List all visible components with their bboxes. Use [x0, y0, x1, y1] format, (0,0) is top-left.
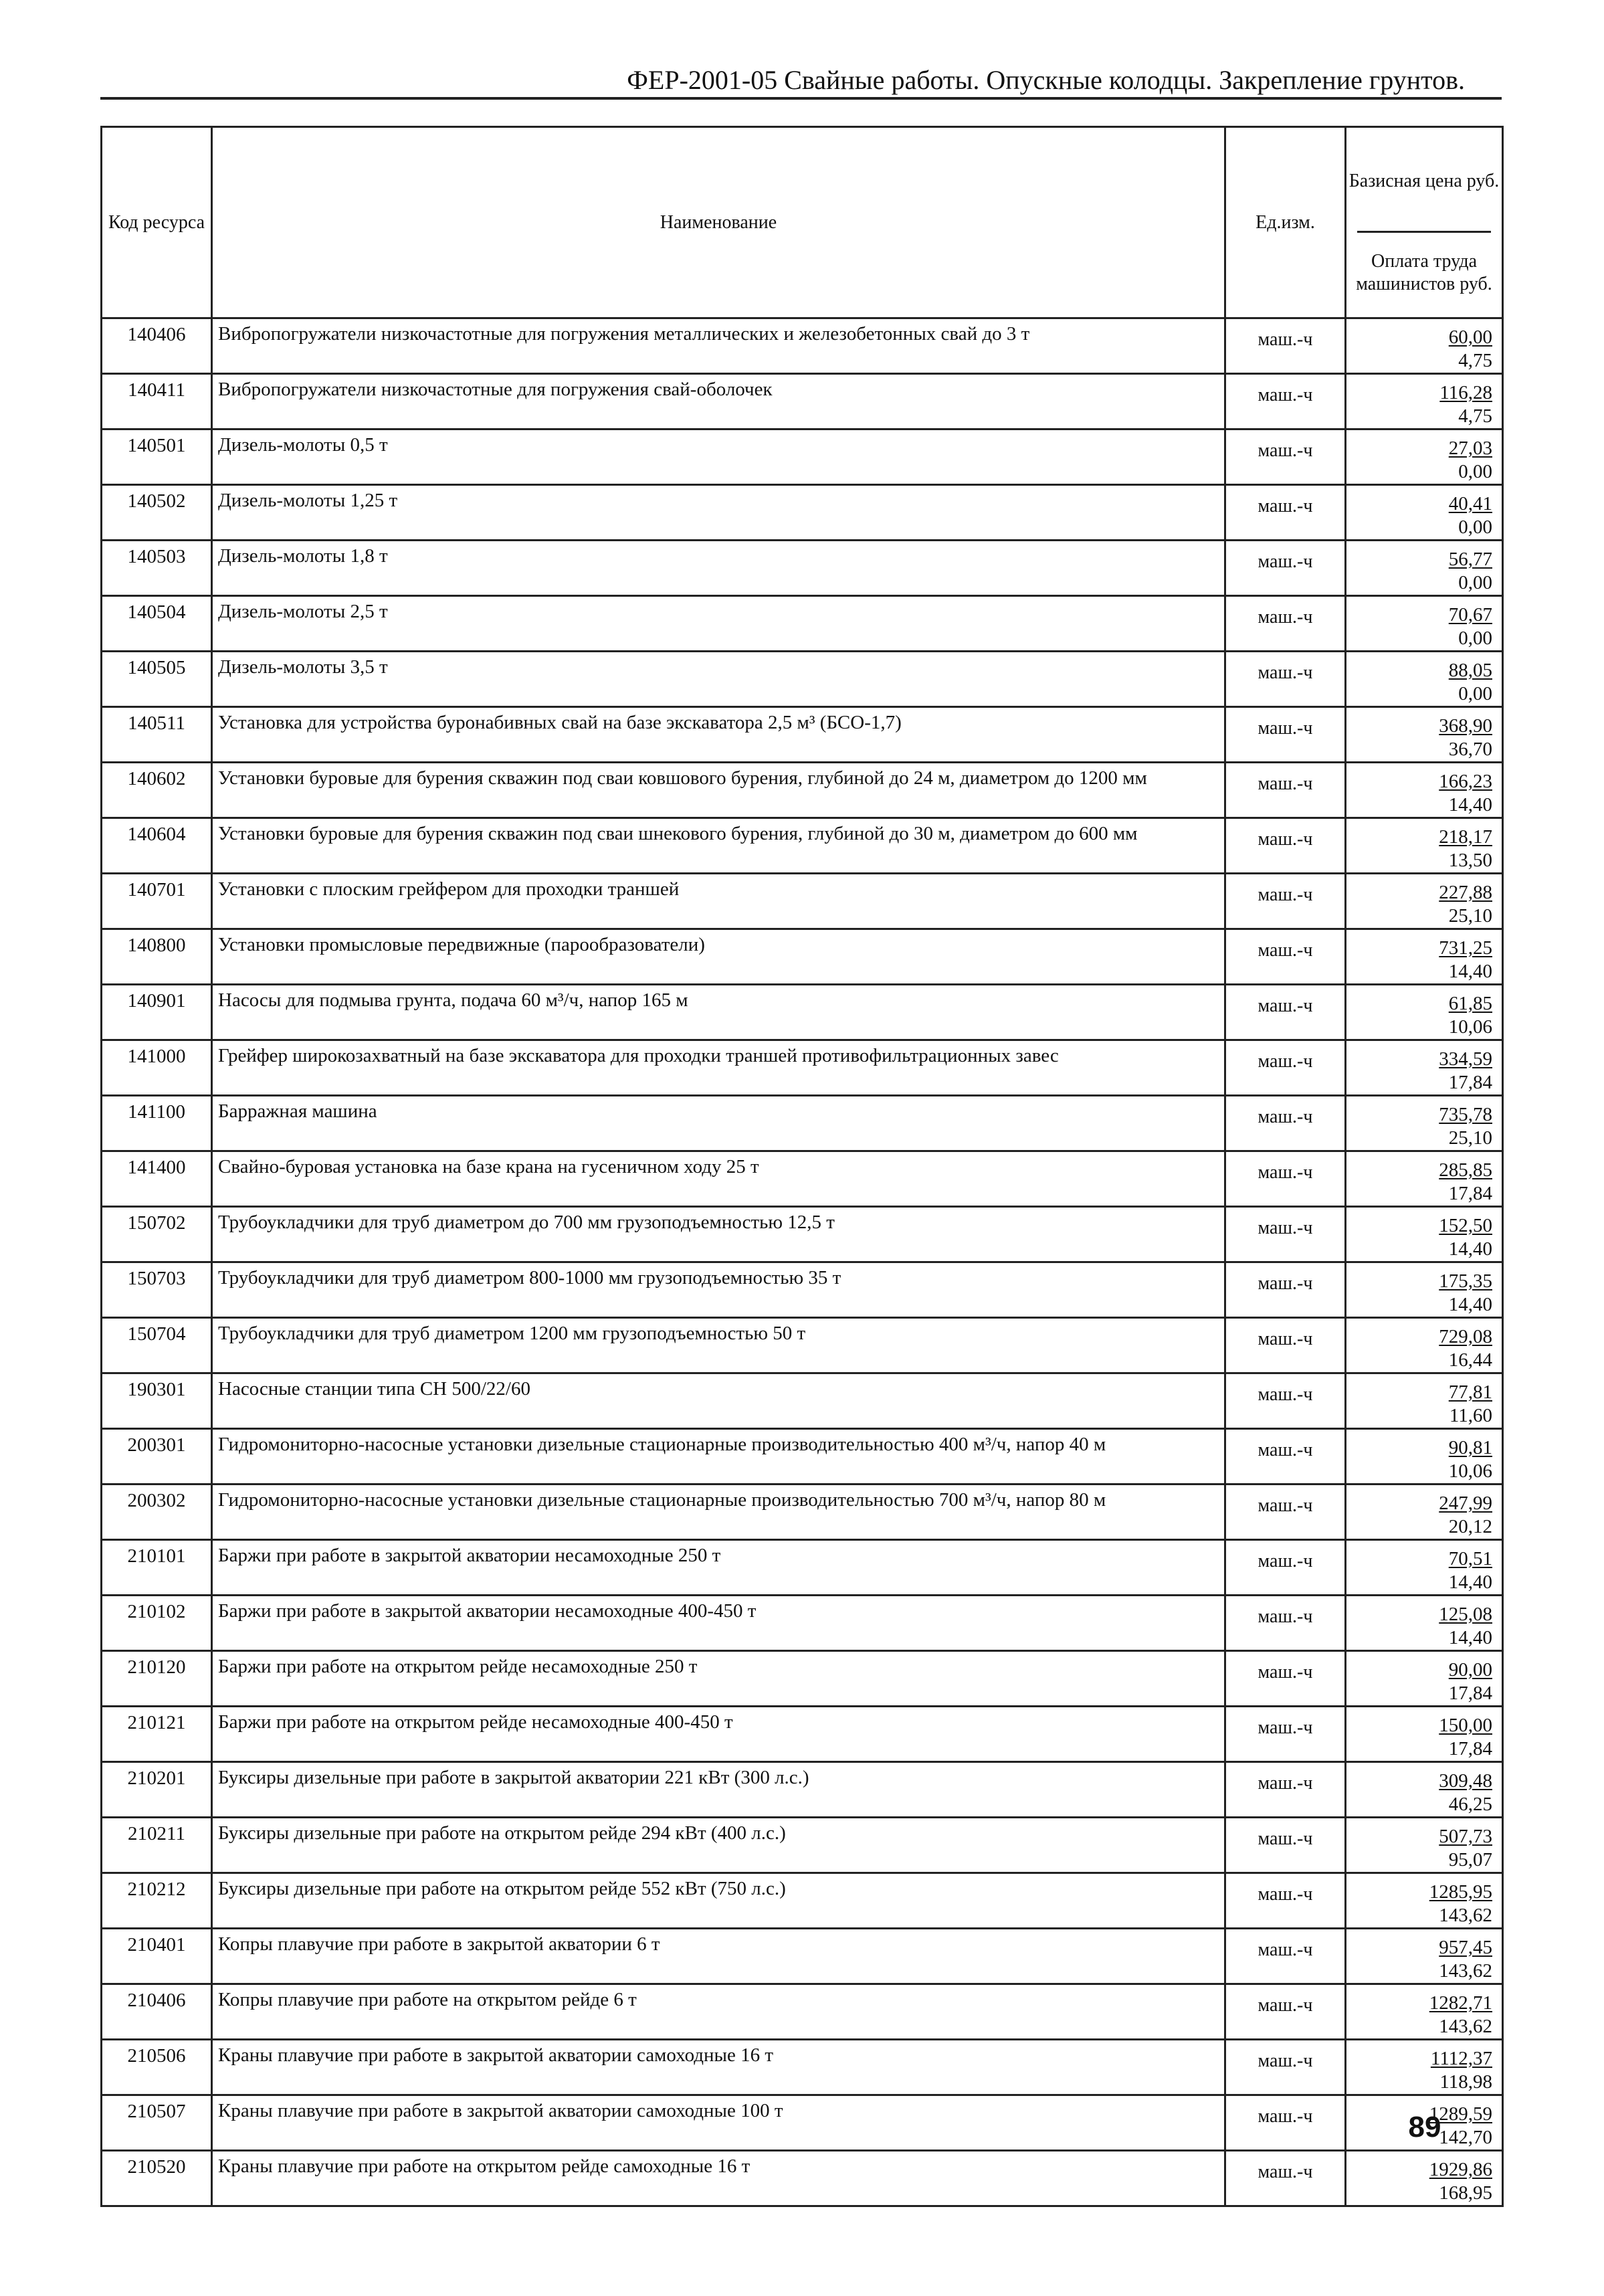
table-row: [102, 929, 1503, 985]
base-price-value: 125,08: [1439, 1604, 1492, 1625]
resource-code: 210506: [102, 2040, 212, 2095]
table-row: [102, 1485, 1503, 1540]
resource-unit: маш.-ч: [1225, 763, 1346, 818]
table-row: [102, 985, 1503, 1040]
base-price-value: 247,99: [1439, 1493, 1492, 1514]
table-row: [102, 1707, 1503, 1762]
table-row: [102, 1040, 1503, 1096]
resource-unit: маш.-ч: [1225, 1040, 1346, 1096]
resource-price: [1346, 1262, 1503, 1318]
resource-unit: маш.-ч: [1225, 1596, 1346, 1651]
resource-price: [1346, 1596, 1503, 1651]
resource-price: [1346, 318, 1503, 374]
resource-name: Установка для устройства буронабивных свай на базе экскаватора 2,5 м³ (БСО-1,7): [212, 707, 1225, 763]
base-price-value: 27,03: [1448, 438, 1492, 459]
table-row: [102, 1762, 1503, 1818]
column-header-name: Наименование: [212, 127, 1225, 318]
resource-code: 141100: [102, 1096, 212, 1151]
resource-code: 141000: [102, 1040, 212, 1096]
labor-price-value: 0,00: [1458, 628, 1492, 649]
resource-code: 140901: [102, 985, 212, 1040]
base-price-value: 285,85: [1439, 1159, 1492, 1181]
resource-code: 150704: [102, 1318, 212, 1373]
resource-unit: маш.-ч: [1225, 1873, 1346, 1929]
table-row: [102, 763, 1503, 818]
base-price-value: 735,78: [1439, 1104, 1492, 1125]
resource-name: Дизель-молоты 0,5 т: [212, 429, 1225, 485]
table-row: [102, 1984, 1503, 2040]
labor-price-value: 0,00: [1458, 572, 1492, 593]
resource-price: [1346, 1207, 1503, 1262]
resource-name: Дизель-молоты 1,8 т: [212, 541, 1225, 596]
resource-code: 140501: [102, 429, 212, 485]
resource-code: 200302: [102, 1485, 212, 1540]
base-price-value: 90,00: [1448, 1659, 1492, 1681]
labor-price-value: 25,10: [1448, 905, 1492, 927]
table-row: [102, 652, 1503, 707]
resource-unit: маш.-ч: [1225, 1485, 1346, 1540]
resource-code: 150703: [102, 1262, 212, 1318]
resource-name: Установки промысловые передвижные (парообразователи): [212, 929, 1225, 985]
resource-name: Копры плавучие при работе на открытом рейде 6 т: [212, 1984, 1225, 2040]
resource-name: Грейфер широкозахватный на базе экскаватора для проходки траншей противофильтрационных завес: [212, 1040, 1225, 1096]
resource-unit: маш.-ч: [1225, 2095, 1346, 2151]
base-price-value: 77,81: [1448, 1381, 1492, 1403]
table-row: [102, 1818, 1503, 1873]
resource-price: [1346, 1651, 1503, 1707]
labor-price-value: 36,70: [1448, 739, 1492, 760]
resource-unit: маш.-ч: [1225, 1429, 1346, 1485]
labor-price-value: 14,40: [1448, 1238, 1492, 1260]
labor-price-value: 4,75: [1458, 405, 1492, 427]
labor-price-value: 14,40: [1448, 961, 1492, 982]
resource-name: Копры плавучие при работе в закрытой акватории 6 т: [212, 1929, 1225, 1984]
resource-name: Буксиры дизельные при работе в закрытой акватории 221 кВт (300 л.с.): [212, 1762, 1225, 1818]
resource-price: [1346, 1040, 1503, 1096]
labor-price-value: 16,44: [1448, 1349, 1492, 1371]
labor-price-value: 17,84: [1448, 1738, 1492, 1759]
resource-price: [1346, 818, 1503, 874]
resource-unit: маш.-ч: [1225, 374, 1346, 429]
resource-code: 140503: [102, 541, 212, 596]
resource-name: Установки буровые для бурения скважин под сваи шнекового бурения, глубиной до 30 м, диаметром до 600 мм: [212, 818, 1225, 874]
resource-price: [1346, 1818, 1503, 1873]
labor-price-value: 95,07: [1448, 1849, 1492, 1871]
labor-price-value: 118,98: [1439, 2071, 1492, 2093]
resource-unit: маш.-ч: [1225, 485, 1346, 541]
page-header: ФЕР-2001-05 Свайные работы. Опускные колодцы. Закрепление грунтов.: [627, 65, 1465, 95]
table-row: [102, 596, 1503, 652]
resource-unit: маш.-ч: [1225, 1096, 1346, 1151]
resource-code: 210507: [102, 2095, 212, 2151]
resource-unit: маш.-ч: [1225, 2151, 1346, 2206]
resource-price: [1346, 485, 1503, 541]
labor-price-value: 46,25: [1448, 1794, 1492, 1815]
resource-name: Установки с плоским грейфером для проходки траншей: [212, 874, 1225, 929]
resource-unit: маш.-ч: [1225, 1651, 1346, 1707]
resource-unit: маш.-ч: [1225, 1984, 1346, 2040]
resource-code: 210121: [102, 1707, 212, 1762]
column-header-labor-price: Оплата труда машинистов руб.: [1356, 251, 1492, 294]
base-price-value: 70,51: [1448, 1548, 1492, 1569]
table-row: [102, 1096, 1503, 1151]
resource-price: [1346, 1485, 1503, 1540]
labor-price-value: 143,62: [1439, 2016, 1492, 2037]
base-price-value: 1289,59: [1429, 2103, 1492, 2125]
table-row: [102, 1540, 1503, 1596]
table-row: [102, 374, 1503, 429]
base-price-value: 227,88: [1439, 882, 1492, 903]
resource-unit: маш.-ч: [1225, 652, 1346, 707]
resource-table: [100, 126, 1504, 2207]
resource-price: [1346, 1373, 1503, 1429]
resource-name: Трубоукладчики для труб диаметром 1200 мм грузоподъемностью 50 т: [212, 1318, 1225, 1373]
resource-unit: маш.-ч: [1225, 707, 1346, 763]
resource-price: [1346, 1707, 1503, 1762]
resource-code: 140701: [102, 874, 212, 929]
base-price-value: 731,25: [1439, 937, 1492, 959]
resource-name: Баржи при работе на открытом рейде несамоходные 400-450 т: [212, 1707, 1225, 1762]
table-row: [102, 1318, 1503, 1373]
resource-unit: маш.-ч: [1225, 1318, 1346, 1373]
resource-unit: маш.-ч: [1225, 985, 1346, 1040]
base-price-value: 116,28: [1439, 382, 1492, 403]
resource-code: 200301: [102, 1429, 212, 1485]
base-price-value: 175,35: [1439, 1270, 1492, 1292]
resource-name: Насосные станции типа СН 500/22/60: [212, 1373, 1225, 1429]
base-price-value: 1112,37: [1430, 2048, 1492, 2069]
resource-unit: маш.-ч: [1225, 596, 1346, 652]
labor-price-value: 17,84: [1448, 1183, 1492, 1204]
base-price-value: 90,81: [1448, 1437, 1492, 1458]
base-price-value: 61,85: [1448, 993, 1492, 1014]
resource-price: [1346, 374, 1503, 429]
resource-name: Краны плавучие при работе в закрытой акватории самоходные 16 т: [212, 2040, 1225, 2095]
base-price-value: 152,50: [1439, 1215, 1492, 1236]
resource-price: [1346, 1318, 1503, 1373]
resource-name: Свайно-буровая установка на базе крана на гусеничном ходу 25 т: [212, 1151, 1225, 1207]
resource-name: Краны плавучие при работе на открытом рейде самоходные 16 т: [212, 2151, 1225, 2206]
resource-unit: маш.-ч: [1225, 429, 1346, 485]
base-price-value: 56,77: [1448, 549, 1492, 570]
resource-code: 140604: [102, 818, 212, 874]
table-row: [102, 1373, 1503, 1429]
resource-name: Трубоукладчики для труб диаметром 800-1000 мм грузоподъемностью 35 т: [212, 1262, 1225, 1318]
header-rule: [100, 97, 1502, 100]
resource-code: 140602: [102, 763, 212, 818]
base-price-value: 368,90: [1439, 715, 1492, 737]
base-price-value: 1285,95: [1429, 1881, 1492, 1903]
resource-code: 150702: [102, 1207, 212, 1262]
column-header-unit: Ед.изм.: [1225, 127, 1346, 318]
base-price-value: 60,00: [1448, 326, 1492, 348]
resource-code: 140411: [102, 374, 212, 429]
base-price-value: 309,48: [1439, 1770, 1492, 1792]
base-price-value: 1929,86: [1429, 2159, 1492, 2180]
resource-unit: маш.-ч: [1225, 1262, 1346, 1318]
table-row: [102, 1151, 1503, 1207]
table-row: [102, 2095, 1503, 2151]
resource-unit: маш.-ч: [1225, 1929, 1346, 1984]
labor-price-value: 11,60: [1449, 1405, 1492, 1426]
resource-code: 140511: [102, 707, 212, 763]
base-price-value: 218,17: [1439, 826, 1492, 848]
labor-price-value: 4,75: [1458, 350, 1492, 371]
resource-unit: маш.-ч: [1225, 1151, 1346, 1207]
resource-unit: маш.-ч: [1225, 1762, 1346, 1818]
labor-price-value: 17,84: [1448, 1072, 1492, 1093]
resource-unit: маш.-ч: [1225, 541, 1346, 596]
resource-code: 210401: [102, 1929, 212, 1984]
resource-code: 140406: [102, 318, 212, 374]
resource-unit: маш.-ч: [1225, 2040, 1346, 2095]
table-row: [102, 1651, 1503, 1707]
labor-price-value: 13,50: [1448, 850, 1492, 871]
base-price-value: 334,59: [1439, 1048, 1492, 1070]
table-row: [102, 1207, 1503, 1262]
resource-name: Вибропогружатели низкочастотные для погружения свай-оболочек: [212, 374, 1225, 429]
table-row: [102, 541, 1503, 596]
labor-price-value: 0,00: [1458, 461, 1492, 482]
labor-price-value: 14,40: [1448, 1571, 1492, 1593]
resource-unit: маш.-ч: [1225, 1540, 1346, 1596]
resource-unit: маш.-ч: [1225, 318, 1346, 374]
table-row: [102, 2151, 1503, 2206]
resource-code: 140505: [102, 652, 212, 707]
resource-name: Насосы для подмыва грунта, подача 60 м³/ч, напор 165 м: [212, 985, 1225, 1040]
resource-unit: маш.-ч: [1225, 1818, 1346, 1873]
labor-price-value: 25,10: [1448, 1127, 1492, 1149]
resource-price: [1346, 652, 1503, 707]
table-row: [102, 707, 1503, 763]
resource-name: Вибропогружатели низкочастотные для погружения металлических и железобетонных свай до 3 т: [212, 318, 1225, 374]
labor-price-value: 142,70: [1439, 2127, 1492, 2148]
resource-price: [1346, 985, 1503, 1040]
labor-price-value: 143,62: [1439, 1905, 1492, 1926]
resource-name: Установки буровые для бурения скважин под сваи ковшового бурения, глубиной до 24 м, диаметром до 1200 мм: [212, 763, 1225, 818]
resource-name: Краны плавучие при работе в закрытой акватории самоходные 100 т: [212, 2095, 1225, 2151]
table-row: [102, 485, 1503, 541]
table-row: [102, 1873, 1503, 1929]
table-row: [102, 1929, 1503, 1984]
page-number: 89: [1408, 2111, 1441, 2143]
base-price-value: 507,73: [1439, 1826, 1492, 1847]
resource-name: Баржи при работе на открытом рейде несамоходные 250 т: [212, 1651, 1225, 1707]
labor-price-value: 17,84: [1448, 1683, 1492, 1704]
resource-code: 210406: [102, 1984, 212, 2040]
column-header-base-price: Базисная цена руб.: [1348, 171, 1500, 191]
resource-unit: маш.-ч: [1225, 1207, 1346, 1262]
resource-price: [1346, 1151, 1503, 1207]
resource-unit: маш.-ч: [1225, 818, 1346, 874]
resource-price: [1346, 1429, 1503, 1485]
resource-code: 210211: [102, 1818, 212, 1873]
resource-unit: маш.-ч: [1225, 929, 1346, 985]
base-price-value: 957,45: [1439, 1937, 1492, 1958]
resource-code: 210520: [102, 2151, 212, 2206]
base-price-value: 40,41: [1448, 493, 1492, 514]
labor-price-value: 168,95: [1439, 2182, 1492, 2204]
resource-price: [1346, 1096, 1503, 1151]
resource-price: [1346, 1762, 1503, 1818]
resource-name: Дизель-молоты 3,5 т: [212, 652, 1225, 707]
resource-code: 210102: [102, 1596, 212, 1651]
resource-price: [1346, 1540, 1503, 1596]
base-price-value: 150,00: [1439, 1715, 1492, 1736]
labor-price-value: 10,06: [1448, 1016, 1492, 1038]
resource-code: 140800: [102, 929, 212, 985]
resource-price: [1346, 763, 1503, 818]
column-header-price: [1346, 127, 1503, 318]
resource-name: Баржи при работе в закрытой акватории несамоходные 400-450 т: [212, 1596, 1225, 1651]
resource-price: [1346, 2040, 1503, 2095]
resource-unit: маш.-ч: [1225, 874, 1346, 929]
resource-price: [1346, 2151, 1503, 2206]
table-row: [102, 2040, 1503, 2095]
labor-price-value: 10,06: [1448, 1460, 1492, 1482]
resource-code: 210120: [102, 1651, 212, 1707]
resource-price: [1346, 874, 1503, 929]
labor-price-value: 14,40: [1448, 1294, 1492, 1315]
labor-price-value: 20,12: [1448, 1516, 1492, 1537]
column-header-code: Код ресурса: [102, 127, 212, 318]
resource-price: [1346, 707, 1503, 763]
base-price-value: 729,08: [1439, 1326, 1492, 1347]
resource-code: 210201: [102, 1762, 212, 1818]
resource-unit: маш.-ч: [1225, 1373, 1346, 1429]
table-row: [102, 818, 1503, 874]
resource-name: Буксиры дизельные при работе на открытом рейде 552 кВт (750 л.с.): [212, 1873, 1225, 1929]
resource-name: Дизель-молоты 2,5 т: [212, 596, 1225, 652]
labor-price-value: 0,00: [1458, 683, 1492, 704]
base-price-value: 166,23: [1439, 771, 1492, 792]
labor-price-value: 14,40: [1448, 794, 1492, 816]
base-price-value: 70,67: [1448, 604, 1492, 626]
resource-name: Буксиры дизельные при работе на открытом рейде 294 кВт (400 л.с.): [212, 1818, 1225, 1873]
resource-price: [1346, 1929, 1503, 1984]
resource-name: Гидромониторно-насосные установки дизельные стационарные производительностью 400 м³/ч, напор 40 м: [212, 1429, 1225, 1485]
table-row: [102, 1262, 1503, 1318]
labor-price-value: 143,62: [1439, 1960, 1492, 1982]
table-row: [102, 429, 1503, 485]
resource-code: 190301: [102, 1373, 212, 1429]
table-row: [102, 318, 1503, 374]
resource-name: Барражная машина: [212, 1096, 1225, 1151]
resource-code: 140504: [102, 596, 212, 652]
labor-price-value: 0,00: [1458, 516, 1492, 538]
resource-price: [1346, 541, 1503, 596]
resource-price: [1346, 596, 1503, 652]
resource-name: Дизель-молоты 1,25 т: [212, 485, 1225, 541]
table-row: [102, 1596, 1503, 1651]
resource-price: [1346, 929, 1503, 985]
resource-code: 210101: [102, 1540, 212, 1596]
table-row: [102, 1429, 1503, 1485]
resource-name: Гидромониторно-насосные установки дизельные стационарные производительностью 700 м³/ч, напор 80 м: [212, 1485, 1225, 1540]
resource-code: 210212: [102, 1873, 212, 1929]
resource-price: [1346, 1873, 1503, 1929]
resource-unit: маш.-ч: [1225, 1707, 1346, 1762]
labor-price-value: 14,40: [1448, 1627, 1492, 1648]
resource-name: Баржи при работе в закрытой акватории несамоходные 250 т: [212, 1540, 1225, 1596]
resource-name: Трубоукладчики для труб диаметром до 700 мм грузоподъемностью 12,5 т: [212, 1207, 1225, 1262]
base-price-value: 88,05: [1448, 660, 1492, 681]
table-body: [102, 318, 1503, 2206]
resource-price: [1346, 429, 1503, 485]
resource-price: [1346, 1984, 1503, 2040]
resource-code: 141400: [102, 1151, 212, 1207]
resource-code: 140502: [102, 485, 212, 541]
base-price-value: 1282,71: [1429, 1992, 1492, 2014]
table-row: [102, 874, 1503, 929]
